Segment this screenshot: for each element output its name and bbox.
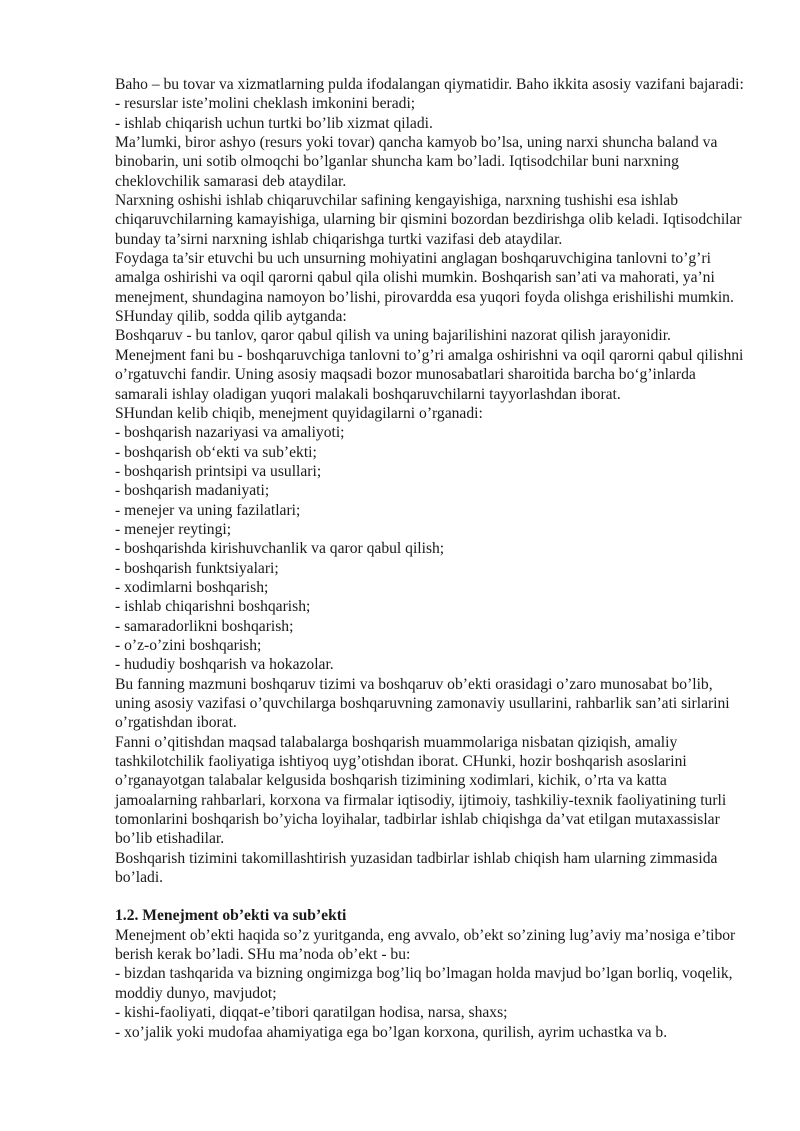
list-item: - samaradorlikni boshqarish;	[115, 617, 294, 635]
paragraph-scarcity: Ma’lumki, biror ashyo (resurs yoki tovar) qancha kamyob bo’lsa, uning narxi shuncha baland va binobarin, uni sotib olmoqchi bo’lganlar shuncha kam bo’ladi. Iqtisodchilar buni narxning cheklovchilik samarasi deb ataydilar.	[115, 134, 718, 190]
list-item: - boshqarish funktsiyalari;	[115, 559, 279, 577]
paragraph-list-intro: SHundan kelib chiqib, menejment quyidagilarni o’rganadi:	[115, 404, 483, 422]
list-item: - menejer reytingi;	[115, 520, 232, 538]
paragraph-baho-definition: Baho – bu tovar va xizmatlarning pulda ifodalangan qiymatidir. Baho ikkita asosiy vazifani bajaradi:	[115, 76, 744, 93]
section-spacer	[115, 887, 745, 906]
list-item: - ishlab chiqarish uchun turtki bo’lib xizmat qiladi.	[115, 114, 433, 132]
document-body	[115, 75, 745, 1042]
paragraph-fan-mazmuni: Bu fanning mazmuni boshqaruv tizimi va boshqaruv ob’ekti orasidagi o’zaro munosabat bo’lib, uning asosiy vazifasi o’quvchilarga boshqaruvning zamonaviy usullarini, rahbarlik san’ati sirlarini o’rgatishdan iborat.	[115, 675, 730, 732]
list-item: - xo’jalik yoki mudofaa ahamiyatiga ega bo’lgan korxona, qurilish, ayrim uchastka va b.	[115, 1023, 668, 1041]
list-item: - boshqarish ob‘ekti va sub’ekti;	[115, 443, 317, 461]
list-item: - hududiy boshqarish va hokazolar.	[115, 656, 334, 674]
list-item: - boshqarish printsipi va usullari;	[115, 462, 322, 480]
list-item: - o’z-o’zini boshqarish;	[115, 636, 262, 654]
paragraph-obekt-intro: Menejment ob’ekti haqida so’z yuritganda, eng avvalo, ob’ekt so’zining lug’aviy ma’nosiga e’tibor berish kerak bo’ladi. SHu ma’noda ob’ekt - bu:	[115, 926, 736, 964]
paragraph-menejment-fani: Menejment fani bu - boshqaruvchiga tanlovni to’g’ri amalga oshirishni va oqil qarorni qabul qilishni o’rgatuvchi fandir. Uning asosiy maqsadi bozor munosabatlari sharoitida barcha bo‘g’inlarda samarali ishlay oladigan yuqori malakali boshqaruvchilarni tayyorlashdan iborat.	[115, 346, 744, 403]
paragraph-boshqaruv-definition: Boshqaruv - bu tanlov, qaror qabul qilish va uning bajarilishini nazorat qilish jarayonidir.	[115, 327, 671, 345]
paragraph-fan-maqsadi: Fanni o’qitishdan maqsad talabalarga boshqarish muammolariga nisbatan qiziqish, amaliy tashkilotchilik faoliyatiga ishtiyoq uyg’otishdan iborat. CHunki, hozir boshqarish asoslarini o’rganayotgan talabalar kelgusida boshqarish tizimining xodimlari, kichik, o’rta va katta jamoalarning rahbarlari, korxona va firmalar iqtisodiy, ijtimoiy, tashkiliy-texnik faoliyatining turli tomonlarini boshqarish bo’yicha loyihalar, tadbirlar ishlab chiqishga da’vat etilgan mutaxassislar bo’lib etishadilar.	[115, 733, 727, 848]
list-item: - ishlab chiqarishni boshqarish;	[115, 598, 311, 616]
list-item: - bizdan tashqarida va bizning ongimizga bog’liq bo’lmagan holda mavjud bo’lgan borliq, voqelik, moddiy dunyo, mavjudot;	[115, 965, 733, 1002]
section-heading: 1.2. Menejment ob’ekti va sub’ekti	[115, 907, 347, 925]
paragraph-profit-factors: Foydaga ta’sir etuvchi bu uch unsurning mohiyatini anglagan boshqaruvchigina tanlovni to’g’ri amalga oshirishi va oqil qarorni qabul qila olishi mumkin. Boshqarish san’ati va mahorati, ya’ni menejment, shundagina namoyon bo’lishi, pirovardda esa yuqori foyda olishga erishilishi mumkin. SHunday qilib, sodda qilib aytganda:	[115, 250, 734, 326]
paragraph-takomillashtirish: Boshqarish tizimini takomillashtirish yuzasidan tadbirlar ishlab chiqish ham ularning zimmasida bo’ladi.	[115, 849, 718, 887]
list-item: - menejer va uning fazilatlari;	[115, 501, 301, 519]
list-item: - boshqarishda kirishuvchanlik va qaror qabul qilish;	[115, 540, 445, 558]
list-item: - kishi-faoliyati, diqqat-e’tibori qaratilgan hodisa, narsa, shaxs;	[115, 1004, 508, 1022]
list-item: - resurslar iste’molini cheklash imkonini beradi;	[115, 95, 416, 113]
list-item: - xodimlarni boshqarish;	[115, 578, 269, 596]
paragraph-price-rise: Narxning oshishi ishlab chiqaruvchilar safining kengayishiga, narxning tushishi esa ishlab chiqaruvchilarning kamayishiga, ularning bir qismini bozordan bezdirishga olib keladi. Iqtisodchilar bunday ta’sirni narxning ishlab chiqarishga turtki vazifasi deb ataydilar.	[115, 192, 742, 248]
list-item: - boshqarish madaniyati;	[115, 482, 270, 500]
list-item: - boshqarish nazariyasi va amaliyoti;	[115, 424, 345, 442]
